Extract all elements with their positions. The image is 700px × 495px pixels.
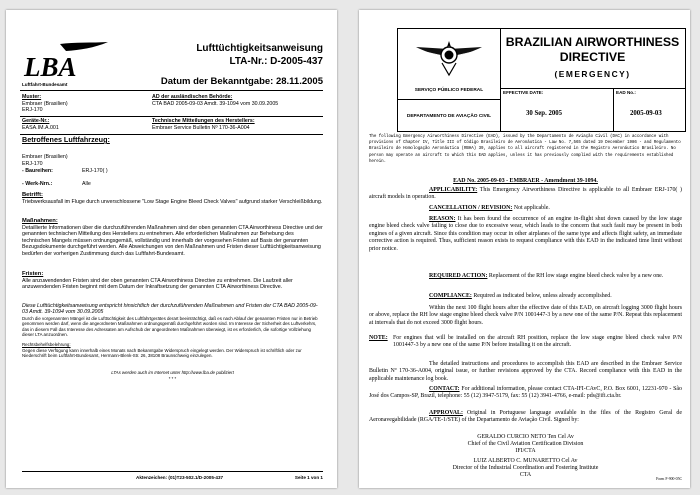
lba-logo [20,40,110,84]
header-divider [398,99,500,100]
contact-text: For additional information, please contact CTA-IFI-CAvC, P.O. Box 6001, 12231-970 - São José dos Campos-SP, Brazil, telephone: 55 (12) 3947-5179, fax: 55 (12) 3941-4766, e-mail: pds@ifi.cta.br. [369,386,682,400]
massnahmen-heading: Maßnahmen: [22,218,58,224]
muster-label: Muster: [22,94,42,100]
baureihen-row [22,168,108,174]
note-label: NOTE: [369,335,388,341]
werknr-label: - Werk-Nrn.: [22,181,53,187]
ead-number-value: 2005-09-03 [630,110,662,117]
tech-mitteilung-field [152,118,322,131]
rechtsbehelf-text: Gegen diese Verfügung kann innerhalb eines Monats nach Bekanntgabe Widerspruch eingelegt werden. Der Widerspruch ist schriftlich oder zur Niederschrift beim Luftfahrt-Bundesamt, Hermann-Blenk-Str. 26, 38108 Braunschweig einzulegen. [22,348,302,359]
immediate-enforcement-text: Durch die vorgenannten Mängel ist die Lufttüchtigkeit des Luftfahrtgerätes derart beeinträchtigt, daß es nach Ablauf der genannten Fristen nur in Betrieb genommen werden darf, wenn die angeordneten Maßnahmen ordnungsgemäß durchgeführt worden sind. Im Interesse der Sicherheit des Luftverkehrs, das in diesem Fall das Interesse des Adressaten am Aufschub der angeordneten Maßnahmen überwiegt, ist es erforderlich, die sofortige Vollziehung dieser LTA anzuordnen. [22,316,318,337]
ad-title: BRAZILIAN AIRWORTHINESS DIRECTIVE [505,35,680,64]
rechtsbehelf-heading: Rechtsbehelfsbelehrung: [22,342,71,347]
baureihen-value: ERJ-170( ) [82,168,108,174]
compliance-paragraph [369,293,682,300]
signatory-1-name: GERALDO CURCIO NETO Ten Cel Av [477,434,574,440]
signatory-2-org: CTA [519,472,532,479]
effective-date-value: 30 Sep. 2005 [526,110,563,117]
department-label: DEPARTAMENTO DE AVIAÇÃO CIVIL [406,114,492,119]
lba-logo-letters: LBA [24,52,77,82]
signature-block-1 [369,434,682,456]
service-label: SERVIÇO PÚBLICO FEDERAL [414,88,484,93]
dac-emblem-icon [414,37,484,79]
required-action-text: Replacement of the RH low stage engine bleed check valve by a new one. [487,273,664,279]
fristen-heading: Fristen: [22,271,44,277]
muster-field [22,94,150,114]
intro-paragraph: The following Emergency Airworthiness Directive (EAD), issued by the Departamento de Aviação Civil (DAC) in accordance with provisions of Chapter IV, Title III of Código Brasileiro de Aeronáutica - Law No. 7,565 dated 19 December 1986 - and Regulamento Brasileiro de Homologação Aeronáutica (RBHA) 39, applies to all aircraft registered in the Registro Aeronáutico Brasileiro. No person may operate an aircraft to which this EAD applies, unless it has previously complied with the requirements established herein. [369,135,681,164]
muster-value: Embraer (Brasilien) [22,100,68,107]
cancellation-paragraph [369,205,682,212]
signatory-2-title: Director of the Industrial Coordination and Fostering Institute [452,465,599,472]
required-action-label: REQUIRED ACTION: [429,273,488,279]
internet-note: LTAs werden auch im Internet unter http://www.lba.de publiziert [111,370,234,375]
massnahmen-text: Detaillierte Informationen über die durchzuführenden Maßnahmen sind der oben genannten CTA Airworthiness Directive und der genannten technischen Mitteilung des Herstellers zu entnehmen. Alle erforderlichen Maßnahmen zur Behebung des technischen Mangels müssen ordnungsgemäß, vollständig und innerhalb der vorgesehen Fristen auf Basis der genannten Bezugsdokumente durchgeführt werden. Alle Abweichungen von den Maßnahmen und Fristen dieser Lufttüchtigkeitsanweisung bedürfen der vorherigen Zustimmung durch das Luftfahrt-Bundesamt. [22,225,323,257]
applicability-text: This Emergency Airworthiness Directive is applicable to all Embraer ERJ-170( ) aircraft models in operation. [369,187,682,201]
reason-label: REASON: [429,216,456,222]
geraete-label: Geräte-Nr.: [22,118,50,124]
header-rule [20,90,323,91]
cancellation-label: CANCELLATION / REVISION: [429,205,513,211]
footer-rule [22,471,323,472]
contact-label: CONTACT: [429,386,460,392]
form-number: Form F-900-05C [656,477,682,481]
page-number: Seite 1 von 1 [294,475,323,480]
foreign-ad-value: CTA BAD 2005-09-03 Amdt. 39-1094 vom 30.09.2005 [152,100,279,107]
muster-value-2: ERJ-170 [22,107,43,114]
betroffen-line-2: ERJ-170 [22,161,43,167]
detailed-paragraph: The detailed instructions and procedures to accomplish this EAD are described in the Embraer Service Bulletin Nº 170-36-A004, original issue, or further revisions approved by the CTA. Record compliance with this EAD in the applicable maintenance log book. [369,361,682,382]
within-paragraph: Within the next 100 flight hours after the effective date of this EAD, on aircraft logging 3000 flight hours or above, replace the RH low stage engine bleed check valve P/N 1001447-3 by a new one of the same P/N. Repeat this replacement at intervals that do not exceed 3000 flight hours. [369,305,682,326]
doc-title: Lufttüchtigkeitsanweisung [196,43,323,54]
header-divider [500,88,685,89]
signatory-1-title: Chief of the Civil Aviation Certification Division [467,441,584,448]
approval-text: Original in Portuguese language available in the files of the Registro Geral de Aeronavegabilidade (RGA/TE-1/STE) of the Departamento de Aviação Civil. Signed by: [369,410,682,424]
header-divider [613,88,614,131]
lba-document-page [6,10,337,488]
announcement-date: Datum der Bekanntgabe: 28.11.2005 [160,76,323,87]
geraete-value: EASA.IM.A.001 [22,124,59,131]
werknr-value: Alle [82,181,91,187]
field-rule [20,116,323,117]
reason-paragraph [369,216,682,253]
betrifft-text: Triebwerksausfall im Fluge durch unverschlossene "Low Stage Engine Bleed Check Valves" aufgrund starker Verschleißbildung. [22,199,323,205]
effective-date-label: EFFECTIVE DATE: [503,90,544,95]
ad-subtitle: (EMERGENCY) [554,69,631,79]
signature-block-2 [369,458,682,480]
applicability-paragraph [369,187,682,202]
approval-paragraph [369,410,682,425]
applicability-label: APPLICABILITY: [429,187,478,193]
lta-number: LTA-Nr.: D-2005-437 [229,56,323,67]
ad-header-box [397,28,686,132]
betroffen-heading: Betroffenes Luftfahrzeug: [22,135,110,144]
compliance-label: COMPLIANCE: [429,293,472,299]
geraete-field [22,118,150,131]
signatory-2-name: LUIZ ALBERTO C. MUNARETTO Cel Av [473,458,578,464]
compliance-text: Required as indicated below, unless already accomplished. [471,293,612,299]
tech-mitteilung-value: Embraer Service Bulletin Nº 170-36-A004 [152,124,250,131]
contact-paragraph [369,386,682,401]
required-action-paragraph [369,273,682,280]
betrifft-heading: Betrifft: [22,192,43,198]
lba-logo-subtitle: Luftfahrt-Bundesamt [22,82,68,87]
end-stars: * * * [168,376,177,381]
signatory-1-org: IFI/CTA [515,448,536,455]
reason-text: It has been found the occurrence of an engine in-flight shut down caused by the low stage engine bleed check valve failing to close due to excessive wear, which leads to the concern that such fault may be present in both engines of a given aircraft. Since this condition may occur in other airplanes of the same type and affects flight safety, an immediate corrective action is required. Thus, sufficient reason exists to request compliance with this EAD in the indicated time limit without prior notice. [369,216,682,252]
note-text: For engines that will be installed on the aircraft RH position, replace the low stage engine bleed check valve P/N 1001447-3 by a new one of the same P/N before installing it on the aircraft. [393,335,682,349]
betroffen-line-1: Embraer (Brasilien) [22,154,68,160]
baureihen-label: - Baureihen: [22,168,53,174]
ead-heading: EAD No. 2005-09-03 - EMBRAER - Amendment 39-1094. [453,178,598,184]
cancellation-text: Not applicable. [512,205,550,211]
fristen-text: Alle anzuwendenden Fristen sind der oben genannten CTA Airworthiness Directive zu entnehmen. Die Laufzeit aller anzuwendenden Fristen beginnt mit dem Datum der Inkraftsetzung der genannten CTA Airworthiness Directive. [22,278,293,291]
brazilian-ad-page [359,10,690,488]
equivalence-note: Diese Lufttüchtigkeitsanweisung entspricht hinsichtlich der durchzuführenden Maßnahmen und Fristen der CTA BAD 2005-09-03 Amdt. 39-1094 vom 30.09.2005 [22,303,318,316]
ead-number-label: EAD No.: [616,90,636,95]
foreign-ad-field [152,94,322,107]
approval-label: APPROVAL: [429,410,463,416]
tech-mitteilung-label: Technische Mitteilungen des Herstellers: [152,118,255,124]
werknr-row [22,181,91,187]
file-reference: Aktenzeichen: (01)T23-502.1/D-2005-437 [136,475,224,480]
foreign-ad-label: AD der ausländischen Behörde: [152,94,233,100]
